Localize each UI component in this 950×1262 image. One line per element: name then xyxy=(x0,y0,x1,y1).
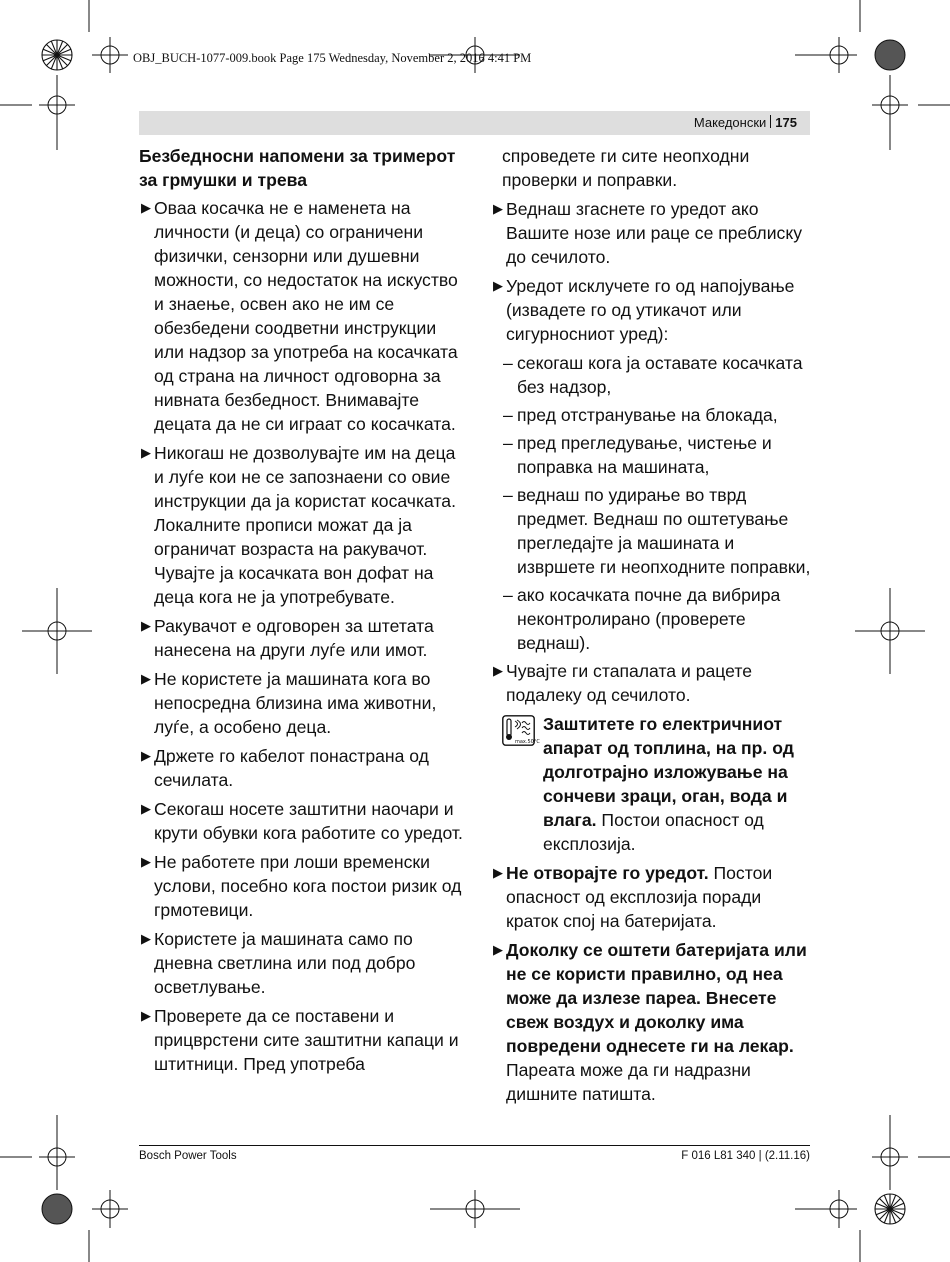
bullet-arrow-icon: ▶ xyxy=(141,748,151,763)
list-item-text: Оваа косачка не е наменета на личности (и деца) со ограничени физички, сензорни или душевни можности, со недостаток на искуство и знаење, освен ако не им се обезбедени соодветни инструкции или надзор за употреба на косачката од страна на личност одговорна за нивната безбедност. Внимавајте децата да не си играат со косачката. xyxy=(154,198,458,434)
list-item-text: Ракувачот е одговорен за штетата нанесена на други луѓе или имот. xyxy=(154,616,434,660)
list-item xyxy=(139,614,465,662)
sub-list-item xyxy=(491,351,813,399)
sub-list-item-text: секогаш кога ја оставате косачката без надзор, xyxy=(517,353,803,397)
sub-list-item xyxy=(491,403,813,427)
section-heading: Безбедносни напомени за тримерот за грмушки и трева xyxy=(139,146,456,190)
bullet-arrow-icon: ▶ xyxy=(141,854,151,869)
bullet-arrow-icon: ▶ xyxy=(493,201,503,216)
bullet-arrow-icon: ▶ xyxy=(493,942,503,957)
footer-document-code: F 016 L81 340 | (2.11.16) xyxy=(681,1150,810,1162)
language-label: Македонски xyxy=(693,115,767,130)
page-number: 175 xyxy=(775,115,797,130)
dash-marker: – xyxy=(503,433,513,453)
list-item-text: Веднаш згаснете го уредот ако Вашите нозе или раце се преблиску до сечилото. xyxy=(506,199,803,267)
sub-list-item-text: веднаш по удирање во тврд предмет. Веднаш по оштетување прегледајте ја машината и извршете ги неопходните поправки, xyxy=(517,485,811,577)
list-item-text: Држете го кабелот понастрана од сечилата. xyxy=(154,746,429,790)
warning-bold-text: Заштитете го електричниот апарат од топлина, на пр. од долготрајно изложување на сончеви зраци, оган, вода и влага. xyxy=(543,714,794,830)
bullet-arrow-icon: ▶ xyxy=(141,671,151,686)
list-item-bold-text: Не отворајте го уредот. xyxy=(506,863,709,883)
list-item xyxy=(139,196,465,436)
bullet-arrow-icon: ▶ xyxy=(141,1008,151,1023)
bullet-arrow-icon: ▶ xyxy=(141,801,151,816)
list-item-text: Пареата може да ги надразни дишните патишта. xyxy=(506,1060,751,1104)
page-header-bar xyxy=(139,111,810,135)
header-language xyxy=(694,115,797,130)
list-item xyxy=(139,797,465,845)
book-info-line: OBJ_BUCH-1077-009.book Page 175 Wednesday, November 2, 2016 4:41 PM xyxy=(133,51,532,65)
list-item xyxy=(491,659,813,707)
list-item-text: Не работете при лоши временски услови, посебно кога постои ризик од грмотевици. xyxy=(154,852,462,920)
sub-list-item-text: ако косачката почне да вибрира неконтролирано (проверете веднаш). xyxy=(517,585,781,653)
footer-brand: Bosch Power Tools xyxy=(139,1150,237,1162)
header-separator xyxy=(770,115,771,128)
list-item xyxy=(139,744,465,792)
list-item xyxy=(139,441,465,609)
warning-icon-label: max.50°C xyxy=(515,739,540,745)
list-item-text: Користете ја машината само по дневна светлина или под добро осветлување. xyxy=(154,929,416,997)
sub-list-item xyxy=(491,583,813,655)
list-item-text: Проверете да се поставени и прицврстени сите заштитни капаци и штитници. Пред употреба xyxy=(154,1006,459,1074)
list-item-bold-text: Доколку се оштети батеријата или не се користи правилно, од неа може да излезе пареа. Внесете свеж воздух и доколку има повредени однесете ги на лекар. xyxy=(506,940,807,1056)
bullet-arrow-icon: ▶ xyxy=(493,865,503,880)
list-item xyxy=(139,927,465,999)
list-item xyxy=(139,850,465,922)
dash-marker: – xyxy=(503,585,513,605)
bullet-arrow-icon: ▶ xyxy=(493,663,503,678)
sub-list-item xyxy=(491,483,813,579)
bullet-arrow-icon: ▶ xyxy=(141,445,151,460)
heat-warning-block xyxy=(491,712,813,856)
list-item-text: Постои опасност од експлозија поради краток спој на батеријата. xyxy=(506,863,773,931)
sub-list-item-text: пред отстранување на блокада, xyxy=(517,405,778,425)
sub-list-item xyxy=(491,431,813,479)
list-item xyxy=(491,938,813,1106)
dash-marker: – xyxy=(503,353,513,373)
sub-list-item-text: пред прегледување, чистење и поправка на машината, xyxy=(517,433,772,477)
bullet-arrow-icon: ▶ xyxy=(493,278,503,293)
right-column xyxy=(491,144,813,1111)
list-item-text: Чувајте ги стапалата и рацете подалеку од сечилото. xyxy=(506,661,752,705)
warning-normal-text: Постои опасност од експлозија. xyxy=(543,810,764,854)
continued-text: спроведете ги сите неопходни проверки и поправки. xyxy=(502,146,750,190)
bullet-arrow-icon: ▶ xyxy=(141,618,151,633)
list-item-text: Никогаш не дозволувајте им на деца и луѓе кои не се запознаени со овие инструкции да ја користат косачката. Локалните прописи можат да ја ограничат возраста на ракувачот. Чувајте ја косачката вон дофат на деца кога не ја употребувате. xyxy=(154,443,456,607)
list-item-text: Не користете ја машината кога во непосредна близина има животни, луѓе, а особено деца. xyxy=(154,669,437,737)
dash-marker: – xyxy=(503,485,513,505)
bullet-arrow-icon: ▶ xyxy=(141,200,151,215)
list-item xyxy=(491,274,813,346)
list-item-text: Уредот исклучете го од напојување (извадете го од утикачот или сигурносниот уред): xyxy=(506,276,795,344)
footer-rule xyxy=(139,1145,810,1146)
left-column xyxy=(139,144,465,1081)
list-item xyxy=(491,861,813,933)
list-item-text: Секогаш носете заштитни наочари и крути обувки кога работите со уредот. xyxy=(154,799,463,843)
dash-marker: – xyxy=(503,405,513,425)
list-item xyxy=(139,667,465,739)
heat-sun-water-warning-icon xyxy=(502,715,540,746)
list-item xyxy=(139,1004,465,1076)
list-item xyxy=(491,197,813,269)
bullet-arrow-icon: ▶ xyxy=(141,931,151,946)
